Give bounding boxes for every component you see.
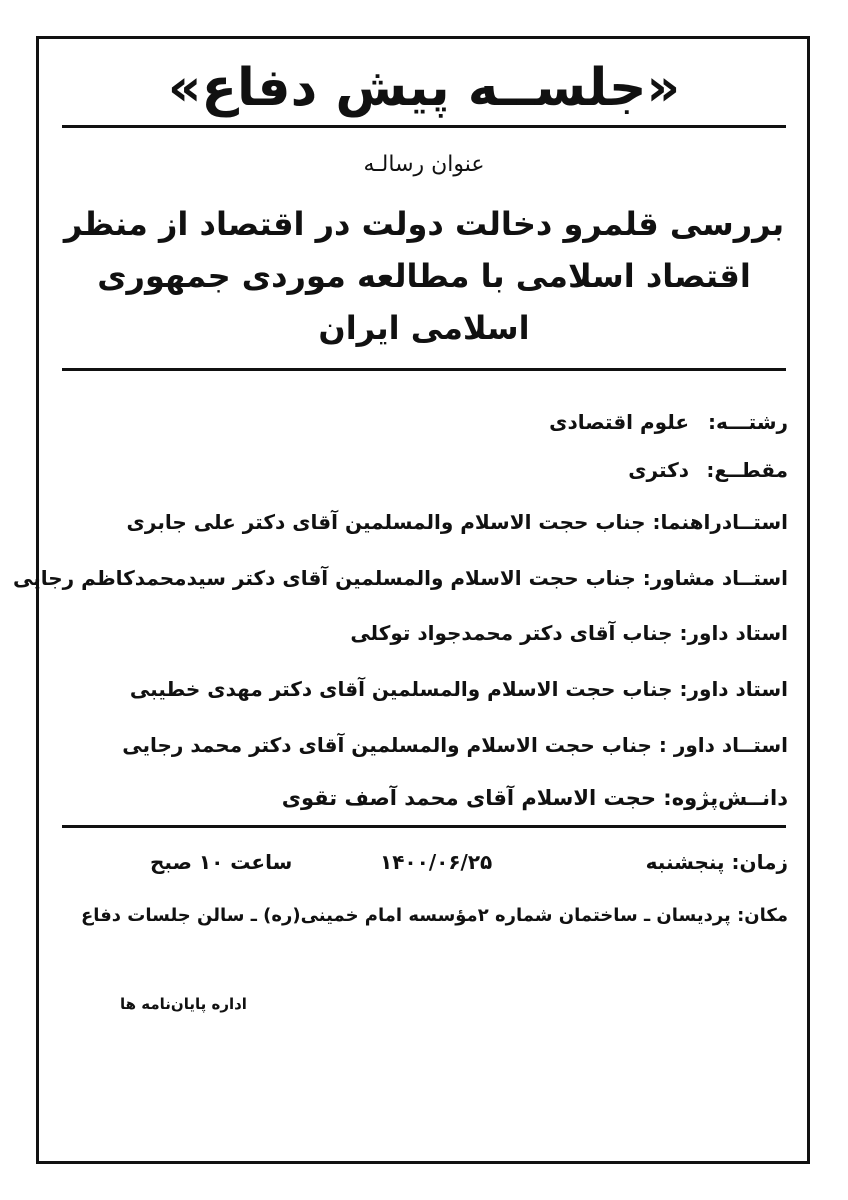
thesis-divider [62, 368, 786, 371]
supervisor: استــادراهنما: جناب حجت الاسلام والمسلمین آقای دکتر علی جابری [126, 510, 788, 534]
field-row [549, 410, 788, 434]
date-value: ۱۴۰۰/۰۶/۲۵ [380, 850, 493, 874]
advisor: استــاد مشاور: جناب حجت الاسلام والمسلمین آقای دکتر سیدمحمدکاظم رجایی [13, 566, 788, 590]
degree-value: دکتری [628, 458, 690, 482]
office-note: اداره پایان‌نامه ها [120, 995, 247, 1013]
referee-3: استــاد داور : جناب حجت الاسلام والمسلمین آقای دکتر محمد رجایی [122, 733, 788, 757]
field-value: علوم اقتصادی [549, 410, 690, 434]
thesis-label: عنوان رسالـه [363, 152, 485, 177]
place: مکان: پردیسان ـ ساختمان شماره ۲مؤسسه امام خمینی(ره) ـ سالن جلسات دفاع [80, 905, 788, 926]
referee-2: استاد داور: جناب حجت الاسلام والمسلمین آقای دکتر مهدی خطیبی [129, 677, 788, 701]
time-label: زمان: پنجشنبه [645, 850, 788, 874]
field-label: رشتـــه: [708, 410, 788, 434]
degree-row [628, 458, 788, 482]
student: دانــش‌پژوه: حجت الاسلام آقای محمد آصف تقوی [281, 786, 788, 810]
info-divider [62, 825, 786, 828]
thesis-title: بررسی قلمرو دخالت دولت در اقتصاد از منظر اقتصاد اسلامی با مطالعه موردی جمهوری اسلامی ایران [63, 205, 785, 347]
referee-1: استاد داور: جناب آقای دکتر محمدجواد توکلی [350, 621, 788, 645]
title-divider [62, 125, 786, 128]
degree-label: مقطــع: [706, 458, 788, 482]
hour-value: ساعت ۱۰ صبح [150, 850, 293, 874]
page-title: «جلســه پیش دفاع» [167, 58, 681, 118]
